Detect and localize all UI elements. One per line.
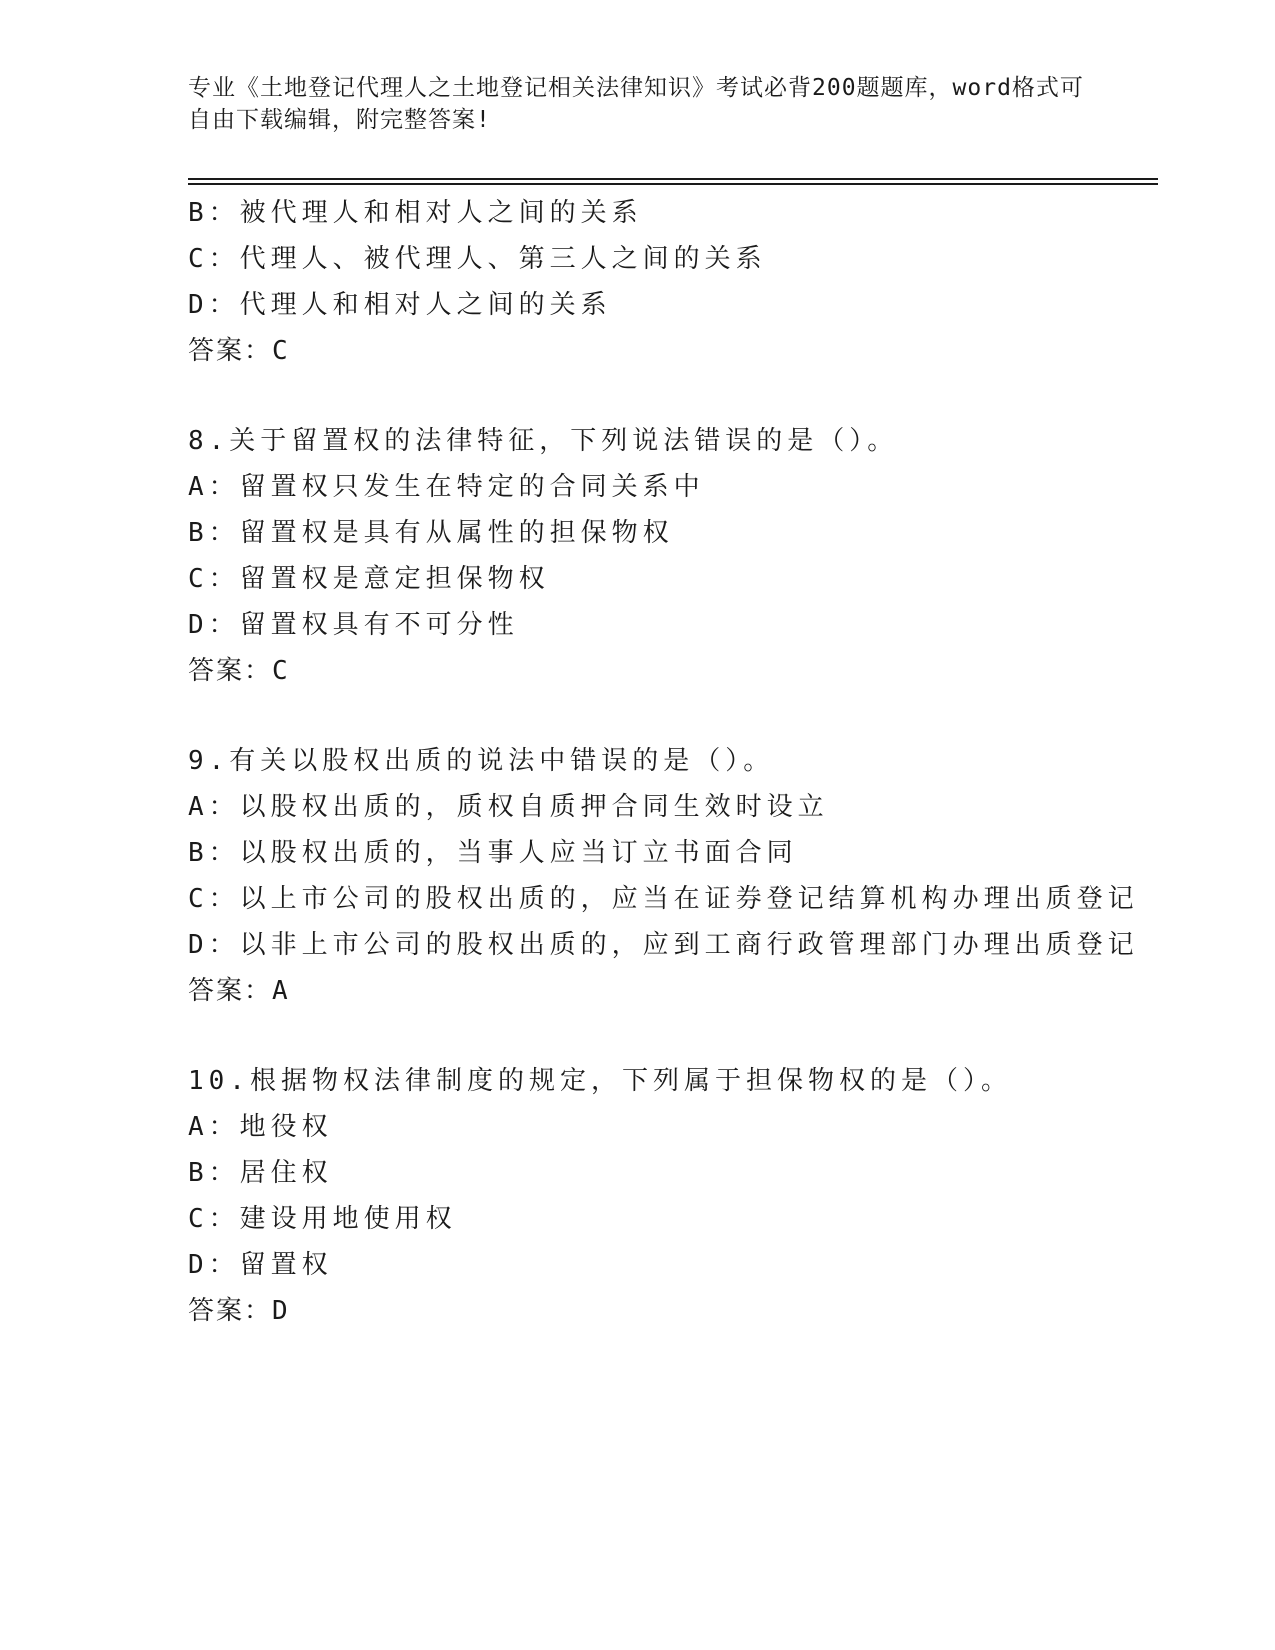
question-spacer bbox=[188, 374, 1168, 418]
option-b: B：居住权 bbox=[188, 1158, 333, 1188]
option-d: D：以非上市公司的股权出质的，应到工商行政管理部门办理出质登记 bbox=[188, 930, 1139, 960]
option-d: D：留置权具有不可分性 bbox=[188, 610, 519, 640]
option-c: C：以上市公司的股权出质的，应当在证券登记结算机构办理出质登记 bbox=[188, 884, 1139, 914]
question-stem: 10.根据物权法律制度的规定，下列属于担保物权的是（）。 bbox=[188, 1066, 1012, 1096]
option-c: C：留置权是意定担保物权 bbox=[188, 564, 550, 594]
question-7 bbox=[188, 190, 1168, 374]
answer: 答案：C bbox=[188, 656, 290, 686]
option-b: B：被代理人和相对人之间的关系 bbox=[188, 198, 643, 228]
option-b: B：留置权是具有从属性的担保物权 bbox=[188, 518, 674, 548]
option-d: D：留置权 bbox=[188, 1250, 333, 1280]
option-a: A：地役权 bbox=[188, 1112, 333, 1142]
question-9 bbox=[188, 738, 1168, 1014]
option-d: D：代理人和相对人之间的关系 bbox=[188, 290, 612, 320]
answer: 答案：D bbox=[188, 1296, 290, 1326]
option-b: B：以股权出质的，当事人应当订立书面合同 bbox=[188, 838, 798, 868]
document-header: 专业《土地登记代理人之土地登记相关法律知识》考试必背200题题库，word格式可自由下载编辑，附完整答案! bbox=[188, 75, 1084, 133]
question-stem: 8.关于留置权的法律特征，下列说法错误的是（）。 bbox=[188, 426, 899, 456]
option-c: C：代理人、被代理人、第三人之间的关系 bbox=[188, 244, 767, 274]
question-10 bbox=[188, 1058, 1168, 1334]
header-divider-top bbox=[188, 178, 1158, 180]
option-a: A：以股权出质的，质权自质押合同生效时设立 bbox=[188, 792, 829, 822]
answer: 答案：A bbox=[188, 976, 290, 1006]
answer: 答案：C bbox=[188, 336, 290, 366]
question-spacer bbox=[188, 694, 1168, 738]
question-8 bbox=[188, 418, 1168, 694]
question-spacer bbox=[188, 1014, 1168, 1058]
header-divider-bottom bbox=[188, 183, 1158, 185]
question-list bbox=[188, 190, 1168, 1334]
option-c: C：建设用地使用权 bbox=[188, 1204, 457, 1234]
option-a: A：留置权只发生在特定的合同关系中 bbox=[188, 472, 705, 502]
question-stem: 9.有关以股权出质的说法中错误的是（）。 bbox=[188, 746, 775, 776]
